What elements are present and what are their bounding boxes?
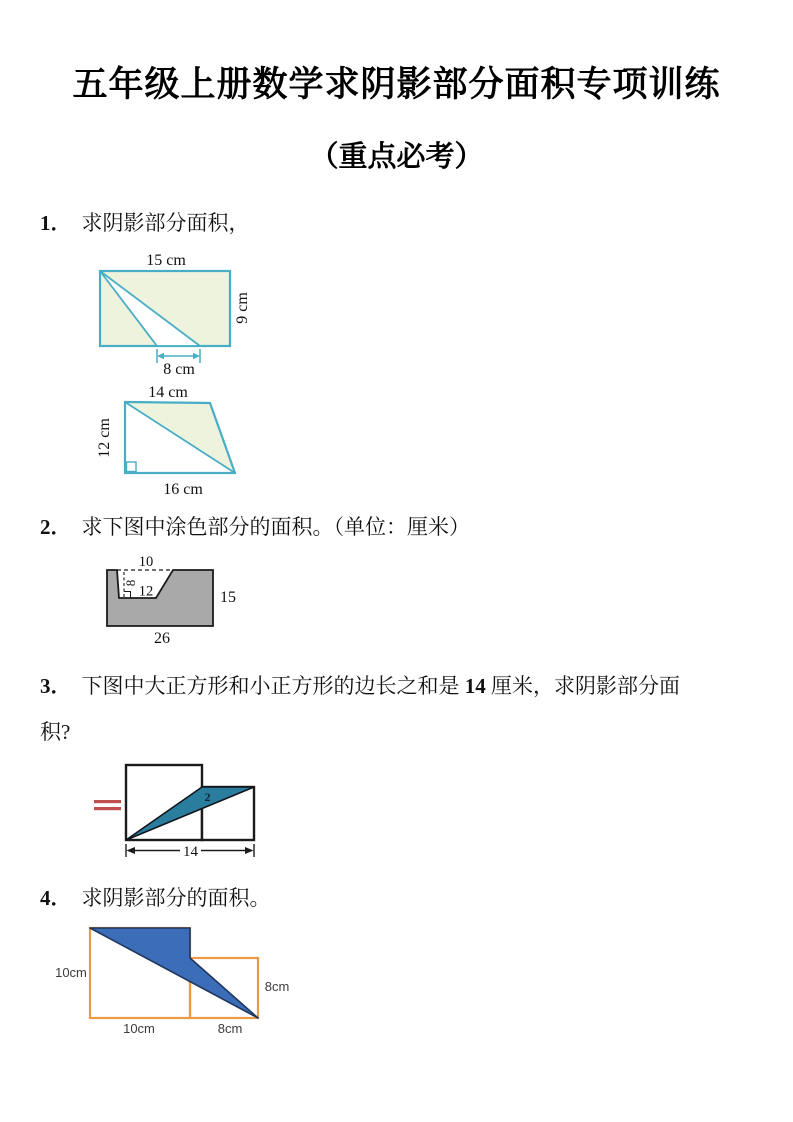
q1b-left-dimension: 12 cm xyxy=(96,418,113,458)
q1-figure-a xyxy=(85,250,295,380)
question-4-number: 4． xyxy=(40,886,72,910)
q2-top-dimension: 10 xyxy=(138,554,154,570)
red-equals-mark-top xyxy=(94,800,121,803)
question-3-text-before: 下图中大正方形和小正方形的边长之和是 xyxy=(81,674,465,698)
question-3-number: 3． xyxy=(40,674,72,698)
red-equals-mark-bottom xyxy=(94,807,121,810)
q2-height-dimension: 8 xyxy=(123,579,138,587)
q2-figure xyxy=(95,550,255,652)
q1a-arrowhead-left xyxy=(157,353,164,359)
question-2-text: 求下图中涂色部分的面积。（单位：厘米） xyxy=(81,515,470,539)
q1a-base-dimension: 8 cm xyxy=(163,361,195,378)
q1a-arrowhead-right xyxy=(193,353,200,359)
page-subtitle: （重点必考） xyxy=(309,139,484,173)
q1b-top-dimension: 14 cm xyxy=(148,384,188,401)
question-1 xyxy=(40,209,250,237)
question-3-value: 14 xyxy=(464,674,486,698)
question-3-text-line2: 积? xyxy=(40,720,71,744)
q2-right-dimension: 15 xyxy=(220,589,236,606)
question-1-number: 1． xyxy=(40,211,72,235)
question-2 xyxy=(40,513,470,541)
q1b-right-angle-mark xyxy=(127,462,137,472)
page-title: 五年级上册数学求阴影部分面积专项训练 xyxy=(72,65,721,105)
q4-bottom-right-dimension: 8cm xyxy=(217,1021,243,1036)
q3-arrowhead-right xyxy=(245,847,254,854)
q2-shaded-region xyxy=(107,570,213,626)
q3-corner-label: 2 xyxy=(204,790,211,804)
question-1-text: 求阴影部分面积， xyxy=(81,211,250,235)
q4-right-dimension: 8cm xyxy=(264,979,290,994)
q4-left-dimension: 10cm xyxy=(55,965,87,980)
q1a-right-dimension: 9 cm xyxy=(234,292,251,324)
q4-figure xyxy=(50,915,305,1040)
q1-figure-b xyxy=(85,383,260,501)
q2-inner-dimension: 12 xyxy=(138,583,154,600)
question-3-line2 xyxy=(40,718,70,746)
q3-width-dimension: 14 xyxy=(183,844,198,860)
q3-figure xyxy=(80,755,280,867)
q2-right-angle-mark xyxy=(124,592,131,599)
q2-bottom-dimension: 26 xyxy=(154,630,170,647)
question-4-text: 求阴影部分的面积。 xyxy=(81,886,271,910)
q3-arrowhead-left xyxy=(127,847,136,854)
q4-shaded-region xyxy=(90,928,258,1018)
question-4 xyxy=(40,884,271,912)
q1b-bottom-dimension: 16 cm xyxy=(163,481,203,498)
question-2-number: 2． xyxy=(40,515,72,539)
question-3-line1 xyxy=(40,672,680,700)
q4-bottom-left-dimension: 10cm xyxy=(123,1021,155,1036)
question-3-text-after: 厘米，求阴影部分面 xyxy=(485,674,680,698)
q1a-top-dimension: 15 cm xyxy=(146,252,186,269)
